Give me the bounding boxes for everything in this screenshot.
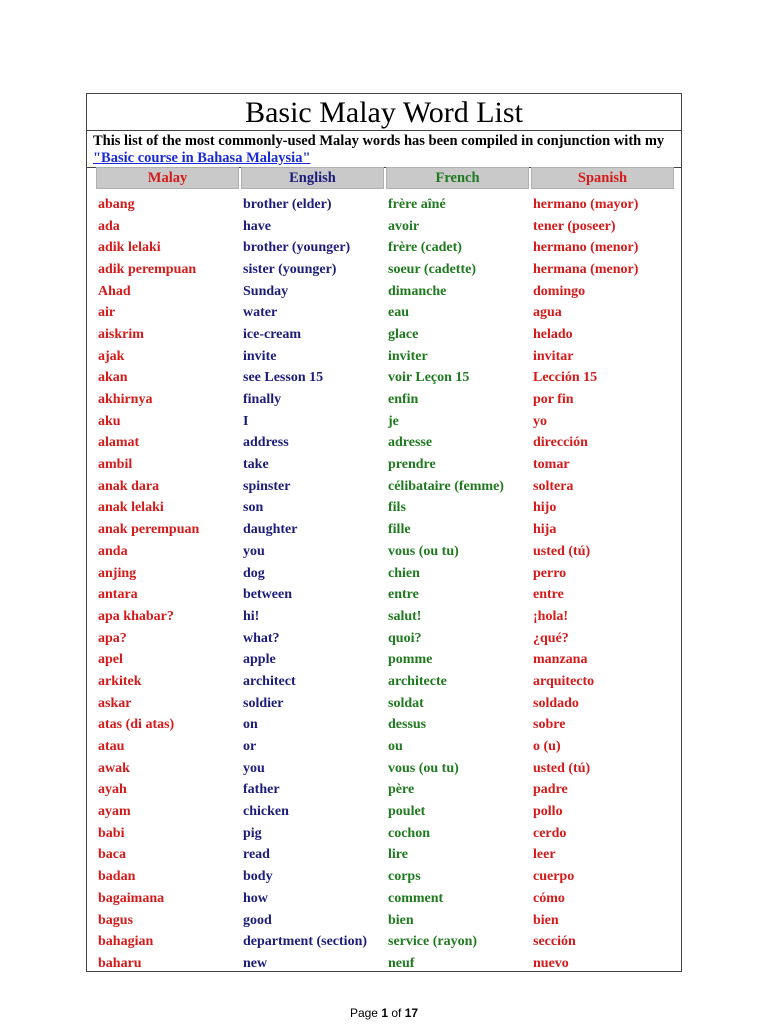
cell-malay: babi: [98, 825, 125, 841]
cell-spanish: dirección: [533, 435, 588, 451]
cell-english: architect: [243, 673, 296, 689]
cell-french: quoi?: [388, 630, 422, 646]
table-row: [96, 237, 674, 259]
cell-spanish: hermano (menor): [533, 240, 639, 256]
cell-malay: askar: [98, 695, 132, 711]
cell-malay: abang: [98, 196, 135, 212]
cell-english: new: [243, 955, 268, 971]
table-row: [96, 758, 674, 780]
footer-of-word: of: [391, 1006, 402, 1020]
cell-english: you: [243, 760, 265, 776]
cell-english: brother (younger): [243, 240, 351, 256]
cell-malay: anda: [98, 543, 128, 559]
cell-french: enfin: [388, 392, 419, 408]
footer-page-word: Page: [349, 1006, 378, 1020]
cell-french: neuf: [388, 955, 415, 971]
cell-english: I: [243, 413, 249, 429]
cell-malay: ada: [98, 218, 120, 234]
cell-english: apple: [243, 652, 276, 668]
cell-spanish: Lección 15: [533, 370, 598, 386]
cell-malay: atau: [98, 739, 125, 755]
cell-spanish: por fin: [533, 392, 574, 408]
cell-english: chicken: [243, 804, 289, 820]
cell-english: soldier: [243, 695, 284, 711]
cell-spanish: entre: [533, 587, 564, 603]
cell-spanish: agua: [533, 305, 562, 321]
table-row: [96, 259, 674, 281]
cell-spanish: yo: [533, 413, 547, 429]
cell-french: frère aîné: [388, 196, 446, 212]
cell-malay: baharu: [98, 955, 142, 971]
table-row: [96, 801, 674, 823]
cell-french: adresse: [388, 435, 433, 451]
intro-sentence: This list of the most commonly-used Malay words has been compiled in conjunction with my: [93, 133, 665, 149]
cell-french: père: [388, 782, 415, 798]
cell-malay: aku: [98, 413, 121, 429]
header-malay: Malay: [96, 167, 239, 189]
cell-spanish: pollo: [533, 804, 563, 820]
cell-malay: apel: [98, 652, 123, 668]
cell-english: body: [243, 869, 273, 885]
cell-english: what?: [243, 630, 280, 646]
word-table: [94, 167, 676, 975]
cell-malay: bahagian: [98, 934, 154, 950]
cell-french: fils: [388, 500, 406, 516]
cell-spanish: bien: [533, 912, 559, 928]
cell-english: son: [243, 500, 264, 516]
cell-english: invite: [243, 348, 277, 364]
cell-spanish: cerdo: [533, 825, 567, 841]
cell-french: comment: [388, 890, 444, 906]
cell-english: how: [243, 890, 268, 906]
cell-malay: bagaimana: [98, 890, 165, 906]
cell-spanish: usted (tú): [533, 760, 591, 776]
table-row: [96, 715, 674, 737]
word-rows: [96, 189, 674, 975]
cell-malay: anak lelaki: [98, 500, 164, 516]
table-row: [96, 498, 674, 520]
cell-french: corps: [388, 869, 421, 885]
page-title: Basic Malay Word List: [87, 94, 681, 131]
cell-french: architecte: [388, 673, 447, 689]
word-list-frame: [86, 93, 682, 972]
table-row: [96, 189, 674, 216]
table-row: [96, 606, 674, 628]
cell-spanish: soldado: [533, 695, 579, 711]
cell-french: avoir: [388, 218, 420, 234]
cell-spanish: hermano (mayor): [533, 196, 639, 212]
cell-malay: badan: [98, 869, 136, 885]
cell-spanish: leer: [533, 847, 556, 863]
cell-malay: baca: [98, 847, 126, 863]
cell-english: daughter: [243, 522, 298, 538]
cell-spanish: invitar: [533, 348, 574, 364]
cell-french: fille: [388, 522, 411, 538]
table-row: [96, 346, 674, 368]
cell-english: on: [243, 717, 258, 733]
cell-malay: antara: [98, 587, 138, 603]
cell-english: address: [243, 435, 289, 451]
table-row: [96, 563, 674, 585]
cell-french: cochon: [388, 825, 430, 841]
cell-malay: bagus: [98, 912, 134, 928]
table-row: [96, 671, 674, 693]
table-row: [96, 519, 674, 541]
cell-english: have: [243, 218, 271, 234]
footer-page-total: 17: [404, 1006, 419, 1020]
table-row: [96, 649, 674, 671]
cell-spanish: cómo: [533, 890, 565, 906]
cell-french: service (rayon): [388, 934, 478, 950]
cell-spanish: padre: [533, 782, 568, 798]
cell-spanish: helado: [533, 326, 573, 342]
cell-french: vous (ou tu): [388, 760, 459, 776]
cell-english: department (section): [243, 934, 368, 950]
table-row: [96, 302, 674, 324]
cell-malay: akan: [98, 370, 128, 386]
cell-spanish: hija: [533, 522, 557, 538]
cell-french: prendre: [388, 457, 436, 473]
header-spanish: Spanish: [531, 167, 674, 189]
cell-french: dimanche: [388, 283, 447, 299]
cell-malay: atas (di atas): [98, 717, 175, 733]
cell-english: water: [243, 305, 278, 321]
cell-english: you: [243, 543, 265, 559]
table-row: [96, 628, 674, 650]
cell-english: ice-cream: [243, 326, 302, 342]
cell-malay: anak perempuan: [98, 522, 200, 538]
cell-french: voir Leçon 15: [388, 370, 470, 386]
cell-spanish: domingo: [533, 283, 586, 299]
header-english: English: [241, 167, 384, 189]
table-row: [96, 368, 674, 390]
cell-spanish: ¿qué?: [533, 630, 569, 646]
cell-malay: ambil: [98, 457, 133, 473]
cell-french: célibataire (femme): [388, 478, 504, 494]
cell-spanish: o (u): [533, 739, 561, 755]
cell-malay: air: [98, 305, 116, 321]
cell-malay: aiskrim: [98, 326, 144, 342]
table-row: [96, 693, 674, 715]
table-row: [96, 910, 674, 932]
cell-spanish: usted (tú): [533, 543, 591, 559]
cell-english: or: [243, 739, 257, 755]
intro-text: [87, 131, 681, 168]
cell-spanish: perro: [533, 565, 567, 581]
cell-malay: Ahad: [98, 283, 131, 299]
cell-malay: alamat: [98, 435, 140, 451]
cell-english: between: [243, 587, 292, 603]
table-row: [96, 866, 674, 888]
cell-english: dog: [243, 565, 265, 581]
cell-french: entre: [388, 587, 419, 603]
cell-spanish: tomar: [533, 457, 570, 473]
footer-page-number: 1: [381, 1006, 388, 1020]
cell-malay: ayam: [98, 804, 131, 820]
cell-malay: apa khabar?: [98, 608, 174, 624]
cell-french: soldat: [388, 695, 424, 711]
cell-spanish: manzana: [533, 652, 588, 668]
header-french: French: [386, 167, 529, 189]
cell-french: bien: [388, 912, 414, 928]
cell-french: glace: [388, 326, 419, 342]
cell-french: lire: [388, 847, 408, 863]
cell-spanish: hermana (menor): [533, 261, 639, 277]
cell-french: pomme: [388, 652, 433, 668]
cell-malay: adik lelaki: [98, 240, 161, 256]
cell-french: je: [388, 413, 399, 429]
table-row: [96, 888, 674, 910]
cell-english: read: [243, 847, 270, 863]
table-row: [96, 411, 674, 433]
cell-english: father: [243, 782, 280, 798]
table-row: [96, 389, 674, 411]
cell-malay: apa?: [98, 630, 127, 646]
cell-french: soeur (cadette): [388, 261, 476, 277]
cell-french: inviter: [388, 348, 428, 364]
cell-malay: anjing: [98, 565, 137, 581]
cell-malay: ayah: [98, 782, 127, 798]
cell-english: see Lesson 15: [243, 370, 324, 386]
cell-spanish: sección: [533, 934, 576, 950]
cell-french: salut!: [388, 608, 422, 624]
table-row: [96, 931, 674, 953]
cell-spanish: tener (poseer): [533, 218, 616, 234]
cell-malay: ajak: [98, 348, 125, 364]
course-link[interactable]: "Basic course in Bahasa Malaysia": [93, 150, 311, 166]
cell-english: Sunday: [243, 283, 289, 299]
cell-english: brother (elder): [243, 196, 332, 212]
cell-malay: akhirnya: [98, 392, 153, 408]
cell-spanish: soltera: [533, 478, 574, 494]
cell-english: spinster: [243, 478, 291, 494]
cell-malay: adik perempuan: [98, 261, 197, 277]
cell-french: poulet: [388, 804, 426, 820]
table-row: [96, 216, 674, 238]
table-row: [96, 780, 674, 802]
cell-english: take: [243, 457, 269, 473]
table-row: [96, 281, 674, 303]
cell-spanish: sobre: [533, 717, 566, 733]
cell-spanish: nuevo: [533, 955, 569, 971]
cell-malay: arkitek: [98, 673, 142, 689]
cell-malay: anak dara: [98, 478, 160, 494]
table-row: [96, 454, 674, 476]
table-row: [96, 476, 674, 498]
header-row: [96, 167, 674, 189]
cell-french: chien: [388, 565, 420, 581]
table-row: [96, 541, 674, 563]
table-row: [96, 845, 674, 867]
cell-malay: awak: [98, 760, 130, 776]
table-row: [96, 324, 674, 346]
cell-english: hi!: [243, 608, 260, 624]
cell-english: pig: [243, 825, 262, 841]
cell-french: frère (cadet): [388, 240, 462, 256]
cell-french: dessus: [388, 717, 427, 733]
cell-spanish: arquitecto: [533, 673, 595, 689]
table-row: [96, 736, 674, 758]
table-row: [96, 584, 674, 606]
cell-french: eau: [388, 305, 409, 321]
table-row: [96, 433, 674, 455]
cell-english: sister (younger): [243, 261, 337, 277]
cell-spanish: cuerpo: [533, 869, 575, 885]
table-row: [96, 823, 674, 845]
page-footer: [0, 1006, 768, 1020]
cell-spanish: ¡hola!: [533, 608, 568, 624]
cell-french: vous (ou tu): [388, 543, 459, 559]
cell-spanish: hijo: [533, 500, 557, 516]
cell-english: finally: [243, 392, 282, 408]
cell-french: ou: [388, 739, 403, 755]
table-row: [96, 953, 674, 975]
cell-english: good: [243, 912, 272, 928]
